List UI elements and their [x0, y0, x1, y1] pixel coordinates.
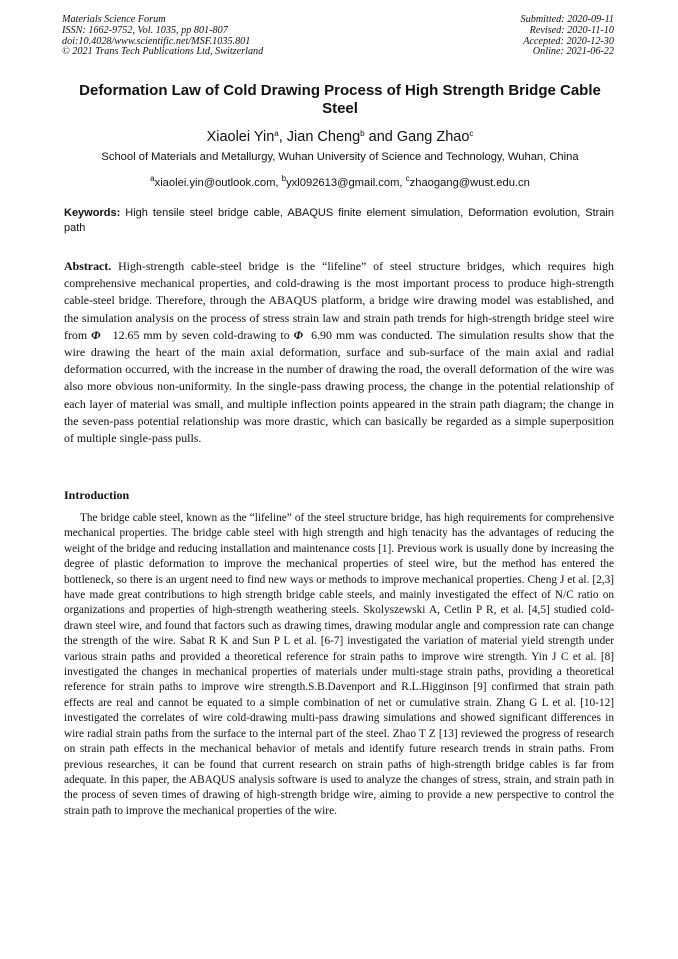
author-list	[60, 125, 620, 146]
author-affil-mark: c	[469, 129, 474, 138]
keywords-text: High tensile steel bridge cable, ABAQUS finite element simulation, Deformation evolution, Strain path	[64, 207, 614, 234]
author-name: Jian Cheng	[286, 129, 361, 145]
author-affil-mark: b	[360, 129, 365, 138]
introduction-paragraph: The bridge cable steel, known as the “lifeline” of the steel structure bridge, has high requirements for comprehensive mechanical properties. The bridge cable steel with high strength and high tenacity has the advantages of reducing the weight of the bridge and reducing installation and maintenance costs [1]. Previous work is usually done by increasing the degree of plastic deformation to improve the mechanical properties of steel wire, but the method has entered the bottleneck, so there is an urgent need to find new ways or methods to improve mechanical properties. Cheng J et al. [2,3] have made great contributions to high strength bridge cable steels, and mainly investigated the effect of N/C ratio on organizations and properties of high-strength weathering steels. Skolyszewski A, Cetlin P R, et al. [4,5] studied cold-drawn steel wire, and found that factors such as drawing times, drawing modular angle and compression rate can change the strength of the wire. Sabat R K and Sun P L et al. [6-7] investigated the variation of material yield strength under various strain paths and provided a theoretical reference for strain paths to improve wire strength. Yin J C et al. [8] investigated the changes in mechanical properties of materials under multi-stage strain paths, providing a theoretical reference for strain paths to improve wire strength.S.B.Davenport and R.L.Higginson [9] confirmed that strain path effects are real and cannot be equated to a simple combination of net or cumulative strain. Zhang G L et al. [10-12] investigated the correlates of wire cold-drawing multi-pass drawing simulations and showed significant differences in wire radial strain paths from the surface to the internal part of the steel. Zhao T Z [13] reviewed the progress of research on strain path effects in the mechanical behavior of metals and identify future research trends in strain paths. From previous researches, it can be found that current research on strain paths of high-strength bridge cables is far from adequate. In this paper, the ABAQUS analysis software is used to analyze the changes of stress, strain, and strain path in the process of seven times of drawing of high-strength bridge wire, aiming to provide a new perspective to control the strain path to improve the mechanical properties of the wire.	[64, 512, 614, 817]
keywords-block	[64, 206, 614, 236]
publication-dates	[521, 15, 614, 58]
abstract-text-1: High-strength cable-steel bridge is the “lifeline” of steel structure bridges, which requires high comprehensive mechanical properties, and cold-drawing is the most important process to produce high-strength cable-steel bridge. Therefore, through the ABAQUS platform, a bridge wire drawing model was established, and the simulation analysis on the process of stress strain law and strain path trends for high-strength bridge steel wire from	[64, 259, 614, 342]
email-link[interactable]: yxl092613@gmail.com	[286, 177, 400, 189]
doi: doi:10.4028/www.scientific.net/MSF.1035.801	[62, 35, 251, 47]
author-affil-mark: a	[274, 129, 279, 138]
email-mark: b	[281, 174, 287, 183]
email-mark: a	[150, 174, 155, 183]
keywords-label: Keywords:	[64, 207, 121, 219]
abstract-text-3: 6.90 mm was conducted. The simulation results show that the wire drawing the heart of the main axial deformation, surface and sub-surface of the main axial and radial deformation occurred, with the increase in the number of drawing the road, the overall deformation of the wire was also more obvious non-uniformity. In the single-pass drawing process, the change in the potential relationship of each layer of material was small, and multiple inflection points appeared in the strain path diagram; the change in the seven-pass potential relationship was more drastic, which can basically be regarded as a simple superposition of multiple single-pass pulls.	[64, 327, 614, 446]
abstract-text-2: 12.65 mm by seven cold-drawing to	[112, 327, 290, 342]
email-link[interactable]: xiaolei.yin@outlook.com	[154, 177, 276, 189]
email-link[interactable]: zhaogang@wust.edu.cn	[409, 177, 530, 189]
author-separator: ,	[278, 129, 287, 145]
journal-info	[62, 15, 263, 58]
revised-date: Revised: 2020-11-10	[529, 24, 614, 36]
diameter-symbol: Φ	[91, 327, 101, 342]
author-and: and	[364, 129, 397, 145]
email-separator: ,	[275, 177, 282, 189]
diameter-symbol: Φ	[293, 327, 304, 342]
paper-title: Deformation Law of Cold Drawing Process of High Strength Bridge Cable Steel	[79, 82, 601, 117]
author-emails	[60, 172, 620, 190]
author-name: Xiaolei Yin	[206, 129, 275, 145]
issn-volume-pages: ISSN: 1662-9752, Vol. 1035, pp 801-807	[62, 24, 228, 36]
submitted-date: Submitted: 2020-09-11	[520, 14, 614, 25]
online-date: Online: 2021-06-22	[532, 46, 614, 58]
affiliation: School of Materials and Metallurgy, Wuhan University of Science and Technology, Wuhan, China	[101, 151, 579, 163]
copyright: © 2021 Trans Tech Publications Ltd, Switzerland	[62, 46, 264, 58]
email-separator: ,	[399, 177, 406, 189]
accepted-date: Accepted: 2020-12-30	[523, 35, 614, 47]
email-mark: c	[405, 174, 410, 183]
journal-name: Materials Science Forum	[62, 14, 166, 25]
author-name: Gang Zhao	[396, 129, 470, 145]
abstract-block	[64, 258, 614, 447]
abstract-label: Abstract.	[64, 259, 112, 273]
section-heading-introduction: Introduction	[64, 488, 130, 502]
